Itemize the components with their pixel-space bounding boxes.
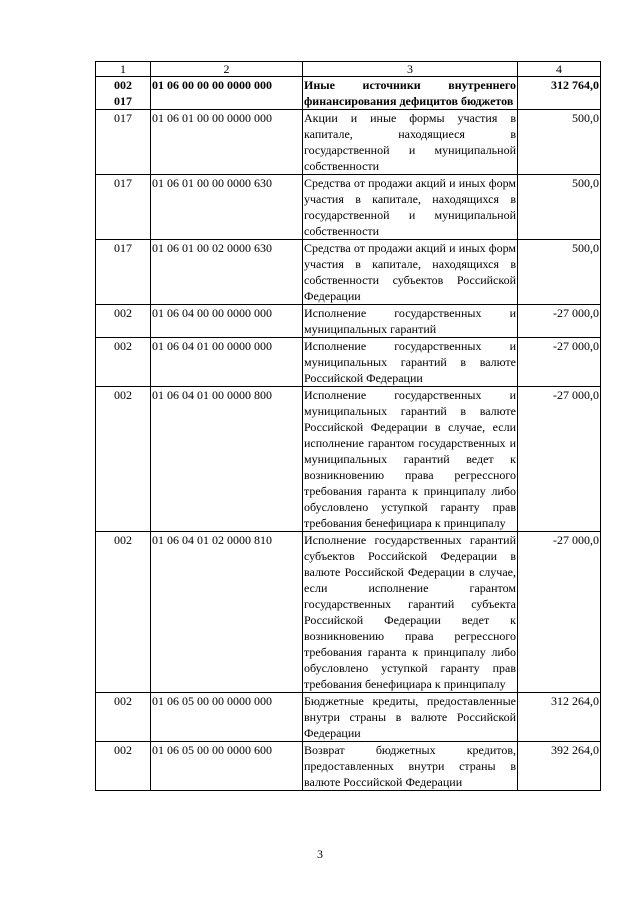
budget-code-cell: 01 06 01 00 00 0000 630 <box>151 175 303 240</box>
admin-code-cell: 017 <box>96 175 151 240</box>
admin-code-cell: 002 <box>96 387 151 532</box>
source-name-cell: Иные источники внутреннего финансирования дефицитов бюджетов <box>304 78 516 108</box>
amount-cell: 392 264,0 <box>518 742 601 791</box>
admin-code-cell: 002 <box>96 742 151 791</box>
amount-cell: 312 264,0 <box>518 693 601 742</box>
column-header-1: 1 <box>96 62 151 77</box>
table-header-row <box>96 62 601 77</box>
column-header-3: 3 <box>303 62 518 77</box>
table-row <box>96 532 601 693</box>
admin-code-cell: 017 <box>96 240 151 305</box>
budget-code-cell: 01 06 05 00 00 0000 600 <box>151 742 303 791</box>
source-name-cell: Средства от продажи акций и иных форм участия в капитале, находящихся в собственности субъектов Российской Федерации <box>304 241 516 303</box>
budget-code-cell: 01 06 04 01 02 0000 810 <box>151 532 303 693</box>
admin-code-cell: 017 <box>96 110 151 175</box>
admin-code-cell: 002 <box>96 532 151 693</box>
table-row <box>96 77 601 110</box>
amount-cell: 500,0 <box>518 175 601 240</box>
table-row <box>96 338 601 387</box>
source-name-cell: Исполнение государственных и муниципальных гарантий в валюте Российской Федерации <box>304 339 516 385</box>
table-row <box>96 387 601 532</box>
source-name-cell: Исполнение государственных и муниципальных гарантий в валюте Российской Федерации в случае, если исполнение гарантом государственных и муниципальных гарантий ведет к возникновению права регрессного требования гаранта к принципалу либо обусловлено уступкой гаранту прав требования бенефициара к принципалу <box>304 388 516 530</box>
budget-code-cell: 01 06 04 01 00 0000 000 <box>151 338 303 387</box>
table-row <box>96 742 601 791</box>
budget-code-cell: 01 06 05 00 00 0000 000 <box>151 693 303 742</box>
table-row <box>96 240 601 305</box>
admin-code-cell: 002 017 <box>96 77 151 110</box>
table-row <box>96 175 601 240</box>
amount-cell: -27 000,0 <box>518 387 601 532</box>
amount-cell: -27 000,0 <box>518 532 601 693</box>
budget-code-cell: 01 06 01 00 00 0000 000 <box>151 110 303 175</box>
source-name-cell: Исполнение государственных гарантий субъектов Российской Федерации в валюте Российской Федерации в случае, если исполнение гарантом государственных гарантий субъекта Российской Федерации ведет к возникновению права регрессного требования гаранта к принципалу либо обусловлено уступкой гаранту прав требования бенефициара к принципалу <box>304 533 516 691</box>
budget-code-cell: 01 06 04 00 00 0000 000 <box>151 305 303 338</box>
column-header-4: 4 <box>518 62 601 77</box>
source-name-cell: Возврат бюджетных кредитов, предоставленных внутри страны в валюте Российской Федерации <box>304 743 516 789</box>
table-row <box>96 305 601 338</box>
source-name-cell: Исполнение государственных и муниципальных гарантий <box>304 306 516 336</box>
page-number: 3 <box>317 847 323 861</box>
table-row <box>96 110 601 175</box>
amount-cell: 312 764,0 <box>518 77 601 110</box>
source-name-cell: Средства от продажи акций и иных форм участия в капитале, находящихся в государственной и муниципальной собственности <box>304 176 516 238</box>
table-body <box>96 77 601 791</box>
admin-code-cell: 002 <box>96 338 151 387</box>
budget-sources-table <box>95 61 601 791</box>
admin-code-cell: 002 <box>96 693 151 742</box>
amount-cell: -27 000,0 <box>518 305 601 338</box>
admin-code-cell: 002 <box>96 305 151 338</box>
amount-cell: 500,0 <box>518 240 601 305</box>
table-row <box>96 693 601 742</box>
amount-cell: 500,0 <box>518 110 601 175</box>
column-header-2: 2 <box>151 62 303 77</box>
amount-cell: -27 000,0 <box>518 338 601 387</box>
source-name-cell: Бюджетные кредиты, предоставленные внутри страны в валюте Российской Федерации <box>304 694 516 740</box>
budget-code-cell: 01 06 04 01 00 0000 800 <box>151 387 303 532</box>
source-name-cell: Акции и иные формы участия в капитале, находящиеся в государственной и муниципальной собственности <box>304 111 516 173</box>
budget-code-cell: 01 06 00 00 00 0000 000 <box>151 77 303 110</box>
budget-code-cell: 01 06 01 00 02 0000 630 <box>151 240 303 305</box>
